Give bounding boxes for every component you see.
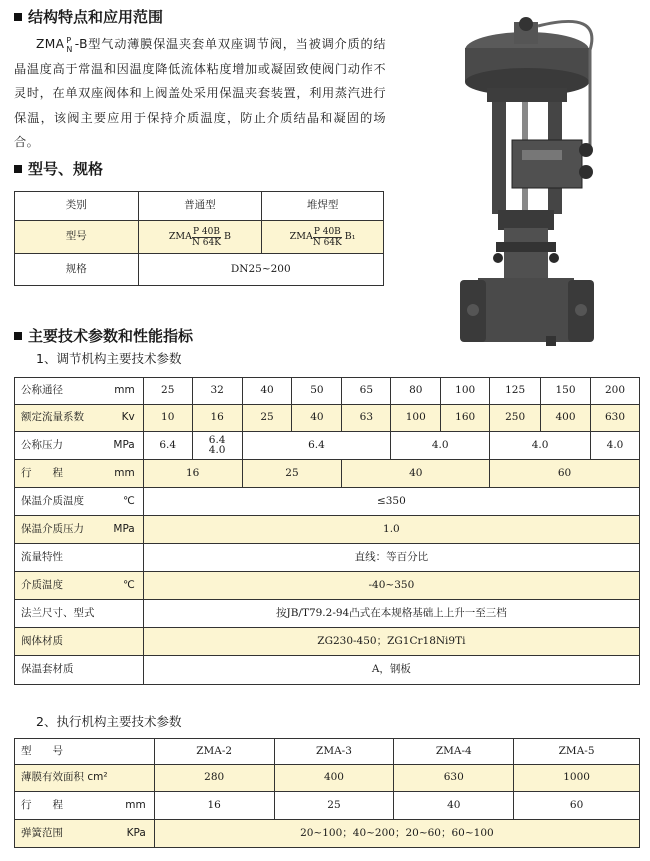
- table-cell: 6.4: [143, 432, 192, 460]
- spec-model-label: 型号: [15, 221, 139, 254]
- table-row: [15, 600, 640, 628]
- table-cell: 60: [514, 792, 640, 820]
- spec-table: [14, 191, 384, 286]
- table-cell: 150: [541, 378, 591, 405]
- row-label: 保温套材质: [15, 656, 144, 685]
- table-cell: 100: [441, 378, 490, 405]
- table-cell: 16: [154, 792, 274, 820]
- table-cell: 100: [391, 405, 441, 432]
- table-cell: A，钢板: [143, 656, 639, 685]
- table-row: [15, 516, 640, 544]
- table-cell: 63: [342, 405, 391, 432]
- table-cell: 25: [242, 405, 292, 432]
- row-label: 公称通径 mm: [15, 378, 144, 405]
- param-table: [14, 377, 640, 685]
- table-cell: 125: [490, 378, 541, 405]
- table-cell: 25: [143, 378, 192, 405]
- table-cell: ZMA-3: [274, 739, 394, 765]
- table-cell: 200: [590, 378, 639, 405]
- table-row: [15, 656, 640, 685]
- table-cell: 25: [242, 460, 342, 488]
- table-row: [15, 820, 640, 848]
- row-label: 阀体材质: [15, 628, 144, 656]
- table-cell: 250: [490, 405, 541, 432]
- row-label: 保温介质温度 ℃: [15, 488, 144, 516]
- table-cell: 32: [192, 378, 242, 405]
- table-row: [15, 432, 640, 460]
- table-cell: 630: [590, 405, 639, 432]
- table-cell: 6.4: [242, 432, 391, 460]
- row-label: 介质温度 ℃: [15, 572, 144, 600]
- subheading-regulating: 1、调节机构主要技术参数: [36, 351, 182, 366]
- table-cell: ZMA-2: [154, 739, 274, 765]
- row-label: 保温介质压力 MPa: [15, 516, 144, 544]
- table-row: [15, 739, 640, 765]
- table-cell: 1.0: [143, 516, 639, 544]
- table-row: [15, 572, 640, 600]
- model-fraction: P N: [66, 35, 73, 54]
- table-cell: 400: [541, 405, 591, 432]
- valve-illustration: [452, 10, 642, 355]
- square-bullet-icon: [14, 165, 22, 173]
- spec-model-weld: ZMA P 40B N 64K B₁: [262, 221, 384, 254]
- table-cell: 25: [274, 792, 394, 820]
- table-cell: ZMA-4: [394, 739, 514, 765]
- actuator-table: [14, 738, 640, 848]
- table-row: [15, 488, 640, 516]
- section-heading-model: 型号、规格: [14, 158, 103, 179]
- table-cell: 10: [143, 405, 192, 432]
- table-cell: ZMA-5: [514, 739, 640, 765]
- table-row: [15, 792, 640, 820]
- table-cell: 630: [394, 765, 514, 792]
- subheading-actuator: 2、执行机构主要技术参数: [36, 714, 182, 729]
- table-cell: -40~350: [143, 572, 639, 600]
- table-cell: 16: [143, 460, 242, 488]
- table-row: [15, 221, 384, 254]
- table-row: [15, 628, 640, 656]
- table-row: [15, 544, 640, 572]
- table-cell: 6.4 4.0: [192, 432, 242, 460]
- table-cell: 4.0: [490, 432, 591, 460]
- intro-first-line: -B型气动薄膜保温夹套单双座调节阀，当被调介: [74, 37, 348, 51]
- table-cell: 280: [154, 765, 274, 792]
- section-heading-structure: 结构特点和应用范围: [14, 6, 163, 27]
- table-cell: 4.0: [590, 432, 639, 460]
- row-label: 行 程 mm: [15, 460, 144, 488]
- table-cell: 40: [394, 792, 514, 820]
- intro-paragraph: [14, 32, 386, 155]
- row-label: 流量特性: [15, 544, 144, 572]
- table-row: [15, 254, 384, 286]
- table-cell: 16: [192, 405, 242, 432]
- spec-header-weld: 堆焊型: [262, 192, 384, 221]
- table-cell: 40: [342, 460, 490, 488]
- table-cell: 50: [292, 378, 342, 405]
- table-cell: 20~100；40~200；20~60；60~100: [154, 820, 639, 848]
- square-bullet-icon: [14, 13, 22, 21]
- table-cell: 按JB/T79.2-94凸式在本规格基础上上升一至三档: [143, 600, 639, 628]
- table-cell: 1000: [514, 765, 640, 792]
- table-cell: 65: [342, 378, 391, 405]
- row-label: 公称压力 MPa: [15, 432, 144, 460]
- intro-rest: 质的结晶温度高于常温和因温度降低流体粘度增加或凝固致使阀门动作不灵时，在单双座阀体和上阀盖处采用保温夹套装置，利用蒸汽进行保温，该阀主要应用于保持介质温度，防止介质结晶和凝固的场合。: [14, 37, 387, 149]
- row-label: 额定流量系数 Kv: [15, 405, 144, 432]
- row-label: 弹簧范围 KPa: [15, 820, 155, 848]
- table-row: [15, 378, 640, 405]
- row-label: 型 号: [15, 739, 155, 765]
- table-row: [15, 765, 640, 792]
- section-heading-params: 主要技术参数和性能指标: [14, 325, 193, 346]
- table-cell: 40: [242, 378, 292, 405]
- table-cell: 直线：等百分比: [143, 544, 639, 572]
- spec-model-normal: ZMA P 40B N 64K B: [138, 221, 262, 254]
- table-cell: ZG230-450；ZG1Cr18Ni9Ti: [143, 628, 639, 656]
- table-cell: ≤350: [143, 488, 639, 516]
- spec-size-label: 规格: [15, 254, 139, 286]
- table-cell: 4.0: [391, 432, 490, 460]
- spec-header-category: 类别: [15, 192, 139, 221]
- spec-header-normal: 普通型: [138, 192, 262, 221]
- table-cell: 60: [490, 460, 640, 488]
- spec-size-value: DN25~200: [138, 254, 383, 286]
- table-row: [15, 460, 640, 488]
- model-prefix: ZMA: [36, 37, 65, 51]
- table-cell: 80: [391, 378, 441, 405]
- table-cell: 40: [292, 405, 342, 432]
- table-cell: 400: [274, 765, 394, 792]
- row-label: 行 程 mm: [15, 792, 155, 820]
- table-row: [15, 405, 640, 432]
- row-label: 薄膜有效面积 cm²: [15, 765, 155, 792]
- row-label: 法兰尺寸、型式: [15, 600, 144, 628]
- table-row: [15, 192, 384, 221]
- table-cell: 160: [441, 405, 490, 432]
- square-bullet-icon: [14, 332, 22, 340]
